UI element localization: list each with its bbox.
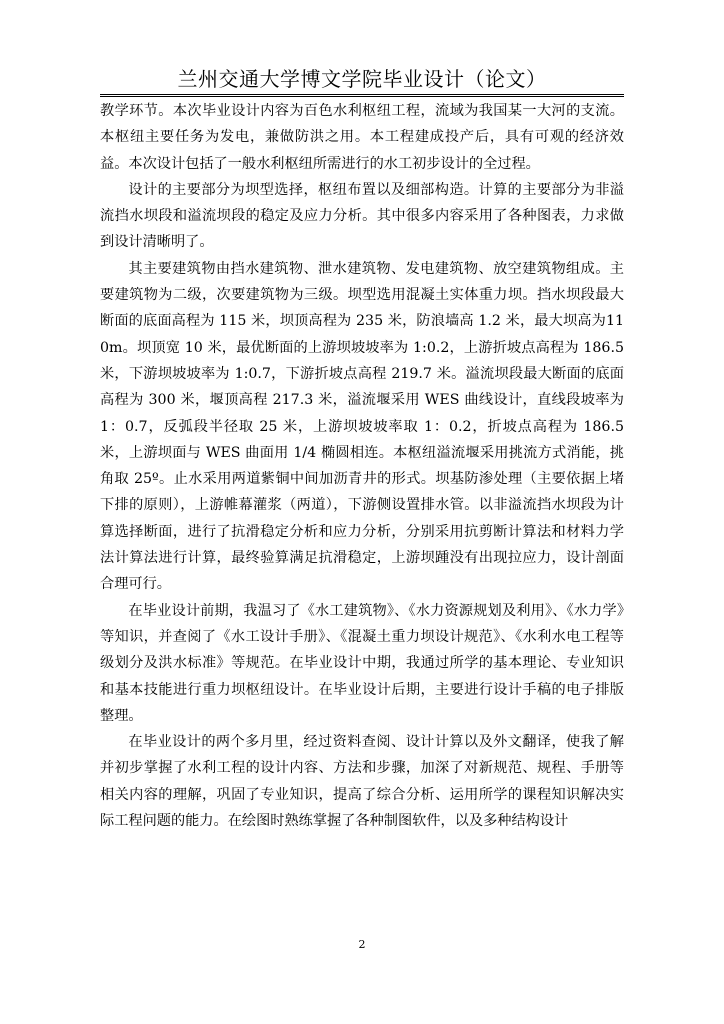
header-rule-thin: [100, 96, 624, 97]
paragraph-reflection: 在毕业设计的两个多月里，经过资料查阅、设计计算以及外文翻译，使我了解并初步掌握了水利工程的设计内容、方法和步骤，加深了对新规范、规程、手册等相关内容的理解，巩固了专业知识，提高了综合分析、运用所学的课程知识解决实际工程问题的能力。在绘图时熟练掌握了各种制图软件，以及多种结构设计: [100, 734, 624, 830]
header-rule: [100, 94, 624, 95]
paragraph-design-phases: 在毕业设计前期，我温习了《水工建筑物》、《水力资源规划及利用》、《水力学》等知识，并查阅了《水工设计手册》、《混凝土重力坝设计规范》、《水利水电工程等级划分及洪水标准》等规范。在毕业设计中期，我通过所学的基本理论、专业知识和基本技能进行重力坝枢纽设计。在毕业设计后期，主要进行设计手稿的电子排版整理。: [100, 602, 624, 724]
page-number: 2: [358, 938, 366, 951]
page-header-title: 兰州交通大学博文学院毕业设计（论文）: [177, 67, 547, 91]
paragraph-main-structures: 其主要建筑物由挡水建筑物、泄水建筑物、发电建筑物、放空建筑物组成。主要建筑物为二级，次要建筑物为三级。坝型选用混凝土实体重力坝。挡水坝段最大断面的底面高程为 115 米，坝顶高程为 235 米，防浪墙高 1.2 米，最大坝高为110m。坝顶宽 10 米，最优断面的上游坝坡坡率为 1:0.2，上游折坡点高程为 186.5 米，下游坝坡坡率为 1:0.7，下游折坡点高程 219.7 米。溢流坝段最大断面的底面高程为 300 米，堰顶高程 217.3 米，溢流堰采用 WES 曲线设计，直线段坡率为 1：0.7，反弧段半径取 25 米，上游坝坡坡率取 1：0.2，折坡点高程为 186.5 米，上游坝面与 WES 曲面用 1/4 椭圆相连。本枢纽溢流堰采用挑流方式消能，挑角取 25º。止水采用两道紫铜中间加沥青井的形式。坝基防渗处理（主要依据上堵下排的原则），上游帷幕灌浆（两道），下游侧设置排水管。以非溢流挡水坝段为计算选择断面，进行了抗滑稳定分析和应力分析，分别采用抗剪断计算法和材料力学法计算法进行计算，最终验算满足抗滑稳定，上游坝踵没有出现拉应力，设计剖面合理可行。: [100, 260, 624, 593]
body-text: [100, 98, 624, 834]
paragraph-continued: 教学环节。本次毕业设计内容为百色水利枢纽工程，流域为我国某一大河的支流。本枢纽主要任务为发电，兼做防洪之用。本工程建成投产后，具有可观的经济效益。本次设计包括了一般水利枢纽所需进行的水工初步设计的全过程。: [100, 103, 624, 172]
paragraph-design-overview: 设计的主要部分为坝型选择，枢纽布置以及细部构造。计算的主要部分为非溢流挡水坝段和溢流坝段的稳定及应力分析。其中很多内容采用了各种图表，力求做到设计清晰明了。: [100, 181, 624, 251]
